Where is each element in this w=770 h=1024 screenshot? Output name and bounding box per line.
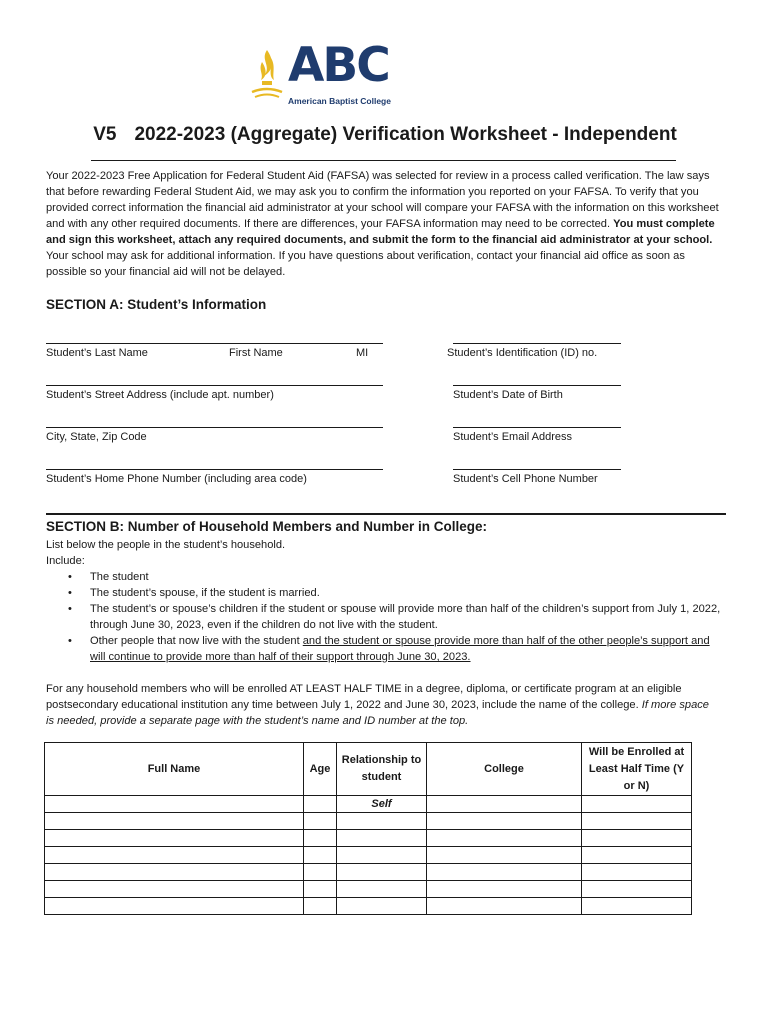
email-field-line[interactable] [453,427,621,428]
college-logo-text: ABC [288,38,389,93]
age-cell[interactable] [304,898,337,915]
list-item: • The student’s or spouse’s children if the student or spouse will provide more than half of the children’s support from July 1, 2022, through June 30, 2023, even if the children do not live with the student. [68,603,721,631]
college-header: College [427,743,582,796]
section-a-heading: SECTION A: Student’s Information [46,297,267,312]
student-id-label: Student’s Identification (ID) no. [447,347,598,359]
bullet-icon: • [68,603,72,615]
college-cell[interactable] [427,847,582,864]
home-phone-label: Student’s Home Phone Number (including area code) [46,473,307,485]
bullet-icon: • [68,587,72,599]
name-field-line[interactable] [46,343,383,344]
college-logo-torch-icon [250,48,284,100]
street-address-field-line[interactable] [46,385,383,386]
table-row [45,881,692,898]
enrolled-cell[interactable] [582,830,692,847]
table-row [45,813,692,830]
relationship-cell[interactable] [337,881,427,898]
table-row [45,796,692,813]
age-cell[interactable] [304,864,337,881]
intro-text-1: Your 2022-2023 Free Application for Federal Student Aid (FAFSA) was selected for review in a process called verification. The law says that before rewarding Federal Student Aid, we may ask you to confirm the information you reported on your FAFSA. To verify that you provided correct information the financial aid administrator at your school will compare your FAFSA with the information on this worksheet and with any other required documents. If there are differences, your FAFSA information may need to be corrected. [46,170,719,230]
full-name-cell[interactable] [45,881,304,898]
title-text: 2022-2023 (Aggregate) Verification Worksheet - Independent [134,124,677,145]
household-include-list [46,569,726,665]
page-title [0,124,770,146]
full-name-cell[interactable] [45,847,304,864]
college-cell[interactable] [427,864,582,881]
street-address-label: Student’s Street Address (include apt. number) [46,389,274,401]
age-cell[interactable] [304,830,337,847]
version-label: V5 [93,124,117,145]
first-name-label: First Name [229,347,283,359]
home-phone-field-line[interactable] [46,469,383,470]
dob-field-line[interactable] [453,385,621,386]
last-name-label: Student’s Last Name [46,347,148,359]
college-cell[interactable] [427,796,582,813]
enrolled-cell[interactable] [582,796,692,813]
list-item: • Other people that now live with the student and the student or spouse provide more than half of the other people’s support and will continue to provide more than half of their support through June 30, 2023. [68,635,710,663]
full-name-cell[interactable] [45,864,304,881]
age-cell[interactable] [304,847,337,864]
enrolled-cell[interactable] [582,847,692,864]
relationship-cell: Self [337,796,427,813]
enrolled-cell[interactable] [582,864,692,881]
bullet-icon: • [68,571,72,583]
enrolled-cell[interactable] [582,881,692,898]
household-table [44,742,692,915]
relationship-cell[interactable] [337,864,427,881]
table-row [45,864,692,881]
enrolled-header: Will be Enrolled at Least Half Time (Y or N) [582,743,692,796]
table-row [45,847,692,864]
college-cell[interactable] [427,830,582,847]
intro-text-2: Your school may ask for additional information. If you have questions about verification, contact your financial aid office as soon as possible so your financial aid will not be delayed. [46,250,685,278]
mi-label: MI [356,347,369,359]
list-item: • The student’s spouse, if the student is married. [68,587,320,599]
student-id-field-line[interactable] [453,343,621,344]
intro-bold-instruction: You must complete and sign this worksheet, attach any required documents, and submit the form to the financial aid administrator at your school. [46,218,715,246]
table-row [45,898,692,915]
cell-phone-field-line[interactable] [453,469,621,470]
city-state-zip-field-line[interactable] [46,427,383,428]
age-cell[interactable] [304,813,337,830]
age-cell[interactable] [304,796,337,813]
city-state-zip-label: City, State, Zip Code [46,431,147,443]
relationship-cell[interactable] [337,830,427,847]
enrolled-cell[interactable] [582,898,692,915]
cell-phone-label: Student’s Cell Phone Number [453,473,598,485]
list-item: • The student [68,571,149,583]
section-b-instructions [46,537,726,665]
bullet-icon: • [68,635,72,647]
include-text: Include: [46,555,85,567]
relationship-cell[interactable] [337,847,427,864]
enrollment-instructions: For any household members who will be enrolled AT LEAST HALF TIME in a degree, diploma, or certificate program at an eligible postsecondary educational institution any time between July 1, 2022 and June 30, 2023, include the name of the college. If more space is needed, provide a separate page with the student’s name and ID number at the top. [46,683,709,727]
dob-label: Student’s Date of Birth [453,389,563,401]
full-name-header: Full Name [45,743,304,796]
full-name-cell[interactable] [45,898,304,915]
relationship-cell[interactable] [337,898,427,915]
section-b-heading: SECTION B: Number of Household Members and Number in College: [46,519,488,534]
college-cell[interactable] [427,813,582,830]
college-name: American Baptist College [288,96,391,106]
title-underline [91,160,676,161]
college-cell[interactable] [427,881,582,898]
college-cell[interactable] [427,898,582,915]
list-below-text: List below the people in the student’s household. [46,539,286,551]
enrolled-cell[interactable] [582,813,692,830]
table-row [45,830,692,847]
relationship-header: Relationship to student [337,743,427,796]
email-label: Student’s Email Address [453,431,573,443]
intro-paragraph [46,168,728,280]
full-name-cell[interactable] [45,813,304,830]
table-header-row [45,743,692,796]
full-name-cell[interactable] [45,796,304,813]
section-divider [46,513,726,515]
age-cell[interactable] [304,881,337,898]
age-header: Age [304,743,337,796]
full-name-cell[interactable] [45,830,304,847]
relationship-cell[interactable] [337,813,427,830]
